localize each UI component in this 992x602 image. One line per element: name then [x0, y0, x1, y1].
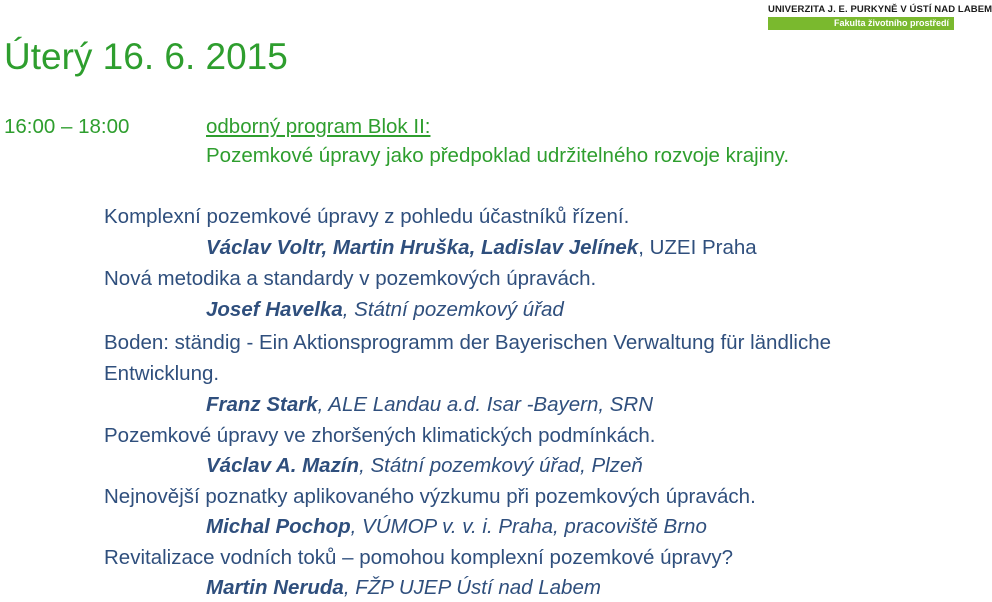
speaker-authors: Franz Stark — [206, 393, 318, 416]
page-title: Úterý 16. 6. 2015 — [4, 36, 288, 77]
talk-title: Boden: ständig - Ein Aktionsprogramm der Bayerischen Verwaltung für ländliche — [104, 331, 832, 354]
speaker-affiliation: , Státní pozemkový úřad, Plzeň — [359, 454, 643, 477]
talk-title-continued: Entwicklung. — [104, 362, 220, 385]
speaker-authors: Václav Voltr, Martin Hruška, Ladislav Jelínek — [206, 236, 639, 259]
speaker-affiliation: , ALE Landau a.d. Isar -Bayern, SRN — [317, 393, 654, 416]
speaker-authors: Josef Havelka — [206, 298, 343, 321]
talk-speaker — [206, 234, 757, 262]
talk-title: Komplexní pozemkové úpravy z pohledu účastníků řízení. — [104, 205, 630, 228]
speaker-authors: Martin Neruda — [206, 576, 344, 599]
speaker-affiliation: , FŽP UJEP Ústí nad Labem — [343, 576, 601, 599]
university-logo — [768, 4, 992, 30]
speaker-affiliation: , VÚMOP v. v. i. Praha, pracoviště Brno — [350, 515, 707, 538]
speaker-affiliation: , UZEI Praha — [638, 236, 757, 259]
talk-speaker — [206, 391, 653, 419]
talk-title: Pozemkové úpravy ve zhoršených klimatických podmínkách. — [104, 424, 656, 447]
block-heading: odborný program Blok II: — [206, 115, 431, 138]
talk-title: Nová metodika a standardy v pozemkových úpravách. — [104, 267, 597, 290]
talk-speaker — [206, 296, 564, 324]
block-subtitle: Pozemkové úpravy jako předpoklad udržitelného rozvoje krajiny. — [206, 144, 790, 167]
speaker-affiliation: , Státní pozemkový úřad — [342, 298, 564, 321]
talk-title: Revitalizace vodních toků – pomohou komplexní pozemkové úpravy? — [104, 546, 734, 569]
talk-speaker — [206, 452, 643, 480]
talk-speaker — [206, 574, 601, 602]
logo-faculty-name: Fakulta životního prostředí — [768, 17, 954, 30]
speaker-authors: Michal Pochop — [206, 515, 351, 538]
logo-university-name: UNIVERZITA J. E. PURKYNĚ V ÚSTÍ NAD LABEM — [768, 4, 992, 15]
talk-title: Nejnovější poznatky aplikovaného výzkumu při pozemkových úpravách. — [104, 485, 756, 508]
speaker-authors: Václav A. Mazín — [206, 454, 360, 477]
talk-speaker — [206, 513, 707, 541]
block-time: 16:00 – 18:00 — [4, 115, 130, 138]
